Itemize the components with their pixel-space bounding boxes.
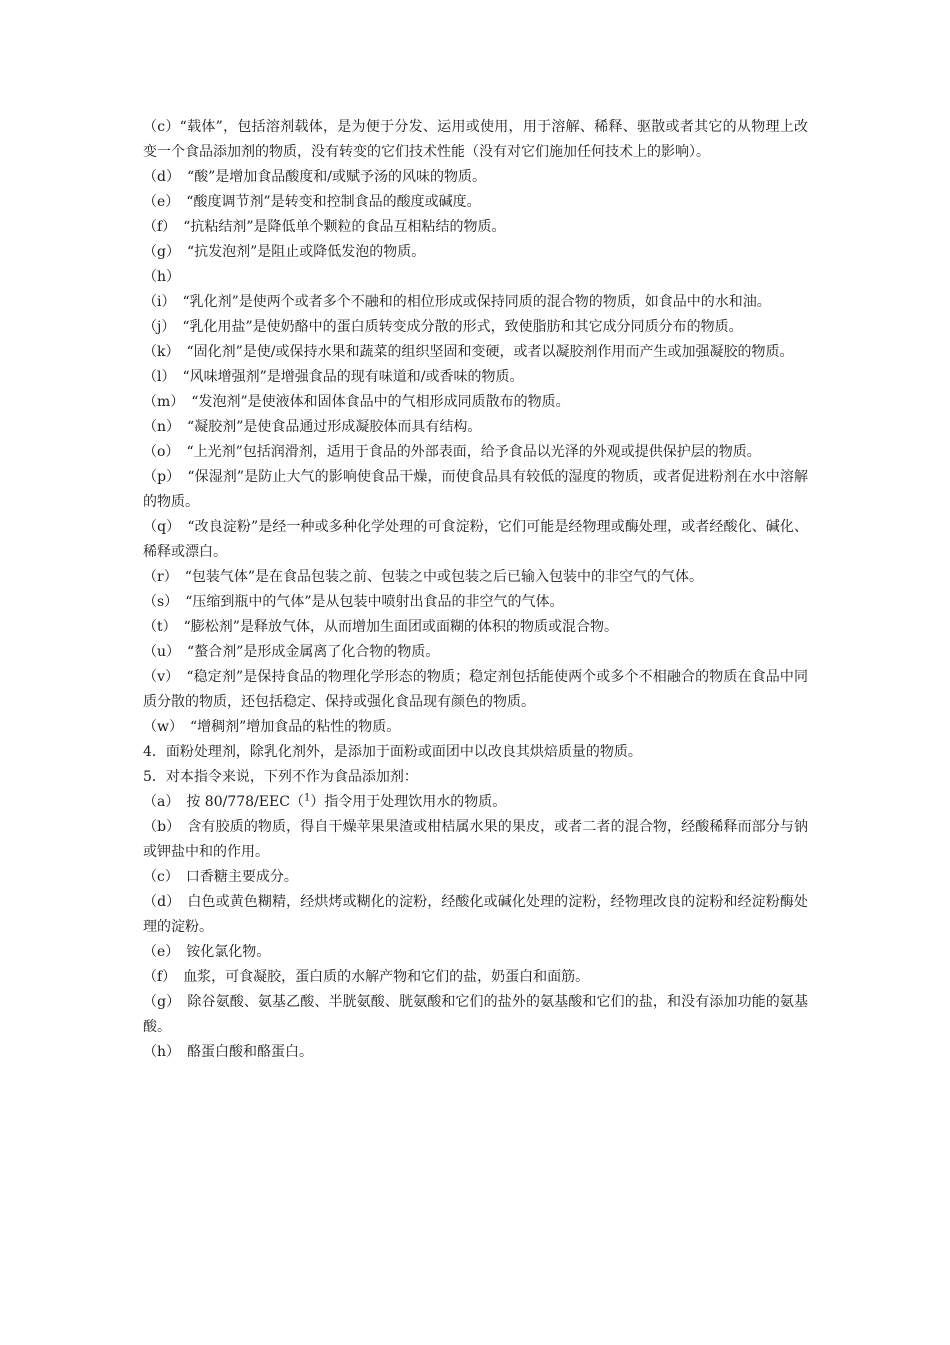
paragraph-u-sequestrant: （u） “螯合剂”是形成金属离了化合物的物质。 <box>143 644 440 660</box>
paragraph-l-flavour-enhancer: （l） “风味增强剂”是增强食品的现有味道和/或香味的物质。 <box>143 369 524 385</box>
paragraph-g-anti-foaming: （g） “抗发泡剂”是阻止或降低发泡的物质。 <box>143 244 426 260</box>
paragraph-5h-caseinates: （h） 酪蛋白酸和酪蛋白。 <box>143 1044 314 1060</box>
paragraph-5g-amino-acids: （g） 除谷氨酸、氨基乙酸、半胱氨酸、胱氨酸和它们的盐外的氨基酸和它们的盐，和没有添加功能的氨基酸。 <box>143 994 808 1035</box>
paragraph-4-flour-treatment: 4．面粉处理剂，除乳化剂外，是添加于面粉或面团中以改良其烘焙质量的物质。 <box>143 744 642 760</box>
paragraph-5a-drinking-water: （a） 按 80/778/EEC（$^1$）指令用于处理饮用水的物质。 <box>143 792 507 810</box>
paragraph-5f-plasma: （f） 血浆，可食凝胶，蛋白质的水解产物和它们的盐，奶蛋白和面筋。 <box>143 969 590 985</box>
paragraph-5b-pectin: （b） 含有胶质的物质，得自干燥苹果果渣或柑桔属水果的果皮，或者二者的混合物，经酸稀释而部分与钠或钾盐中和的作用。 <box>143 819 808 860</box>
paragraph-w-thickener: （w） “增稠剂”增加食品的粘性的物质。 <box>143 719 401 735</box>
paragraph-n-gelling-agent: （n） “凝胶剂”是使食品通过形成凝胶体而具有结构。 <box>143 419 482 435</box>
paragraph-5-exclusions: 5．对本指令来说，下列不作为食品添加剂： <box>143 769 418 785</box>
paragraph-c-carrier: （c）“载体”，包括溶剂载体，是为便于分发、运用或使用，用于溶解、稀释、驱散或者其它的从物理上改变一个食品添加剂的物质，没有转变的它们技术性能（没有对它们施加任何技术上的影响）。 <box>143 119 809 160</box>
paragraph-q-modified-starch: （q） “改良淀粉”是经一种或多种化学处理的可食淀粉，它们可能是经物理或酶处理，或者经酸化、碱化、稀释或漂白。 <box>143 519 808 560</box>
paragraph-5c-chewing-gum: （c） 口香糖主要成分。 <box>143 869 298 885</box>
footnote-marker: 1 <box>303 792 311 804</box>
paragraph-m-foaming-agent: （m） “发泡剂”是使液体和固体食品中的气相形成同质散布的物质。 <box>143 394 570 410</box>
paragraph-t-raising-agent: （t） “膨松剂”是释放气体，从而增加生面团或面糊的体积的物质或混合物。 <box>143 619 618 635</box>
paragraph-e-acidity-regulator: （e） “酸度调节剂”是转变和控制食品的酸度或碱度。 <box>143 194 481 210</box>
paragraph-i-emulsifier: （i） “乳化剂”是使两个或者多个不融和的相位形成或保持同质的混合物的物质，如食品中的水和油。 <box>143 294 771 310</box>
paragraph-j-emulsifying-salt: （j） “乳化用盐”是使奶酪中的蛋白质转变成分散的形式，致使脂肪和其它成分同质分布的物质。 <box>143 319 743 335</box>
paragraph-o-glazing-agent: （o） “上光剂”包括润滑剂，适用于食品的外部表面，给予食品以光泽的外观或提供保护层的物质。 <box>143 444 761 460</box>
paragraph-k-firming-agent: （k） “固化剂”是使/或保持水果和蔬菜的组织坚固和变硬，或者以凝胶剂作用而产生或加强凝胶的物质。 <box>143 344 794 360</box>
paragraph-5e-ammonium-chloride: （e） 铵化氯化物。 <box>143 944 271 960</box>
paragraph-r-packaging-gas: （r） “包装气体”是在食品包装之前、包装之中或包装之后已输入包装中的非空气的气体。 <box>143 569 704 585</box>
paragraph-v-stabiliser: （v） “稳定剂”是保持食品的物理化学形态的物质；稳定剂包括能使两个或多个不相融合的物质在食品中同质分散的物质，还包括稳定、保持或强化食品现有颜色的物质。 <box>143 669 808 710</box>
paragraph-f-anti-caking: （f） “抗粘结剂”是降低单个颗粒的食品互相粘结的物质。 <box>143 219 506 235</box>
paragraph-s-propellant: （s） “压缩到瓶中的气体”是从包装中喷射出食品的非空气的气体。 <box>143 594 564 610</box>
paragraph-p-humectant: （p） “保湿剂”是防止大气的影响使食品干燥，而使食品具有较低的湿度的物质，或者促进粉剂在水中溶解的物质。 <box>143 469 808 510</box>
paragraph-d-acid: （d） “酸”是增加食品酸度和/或赋予汤的风味的物质。 <box>143 169 486 185</box>
paragraph-5d-dextrins: （d） 白色或黄色糊精，经烘烤或糊化的淀粉，经酸化或碱化处理的淀粉，经物理改良的淀粉和经淀粉酶处理的淀粉。 <box>143 894 808 935</box>
document-body <box>143 115 808 1065</box>
paragraph-h-empty: （h） <box>143 269 181 285</box>
